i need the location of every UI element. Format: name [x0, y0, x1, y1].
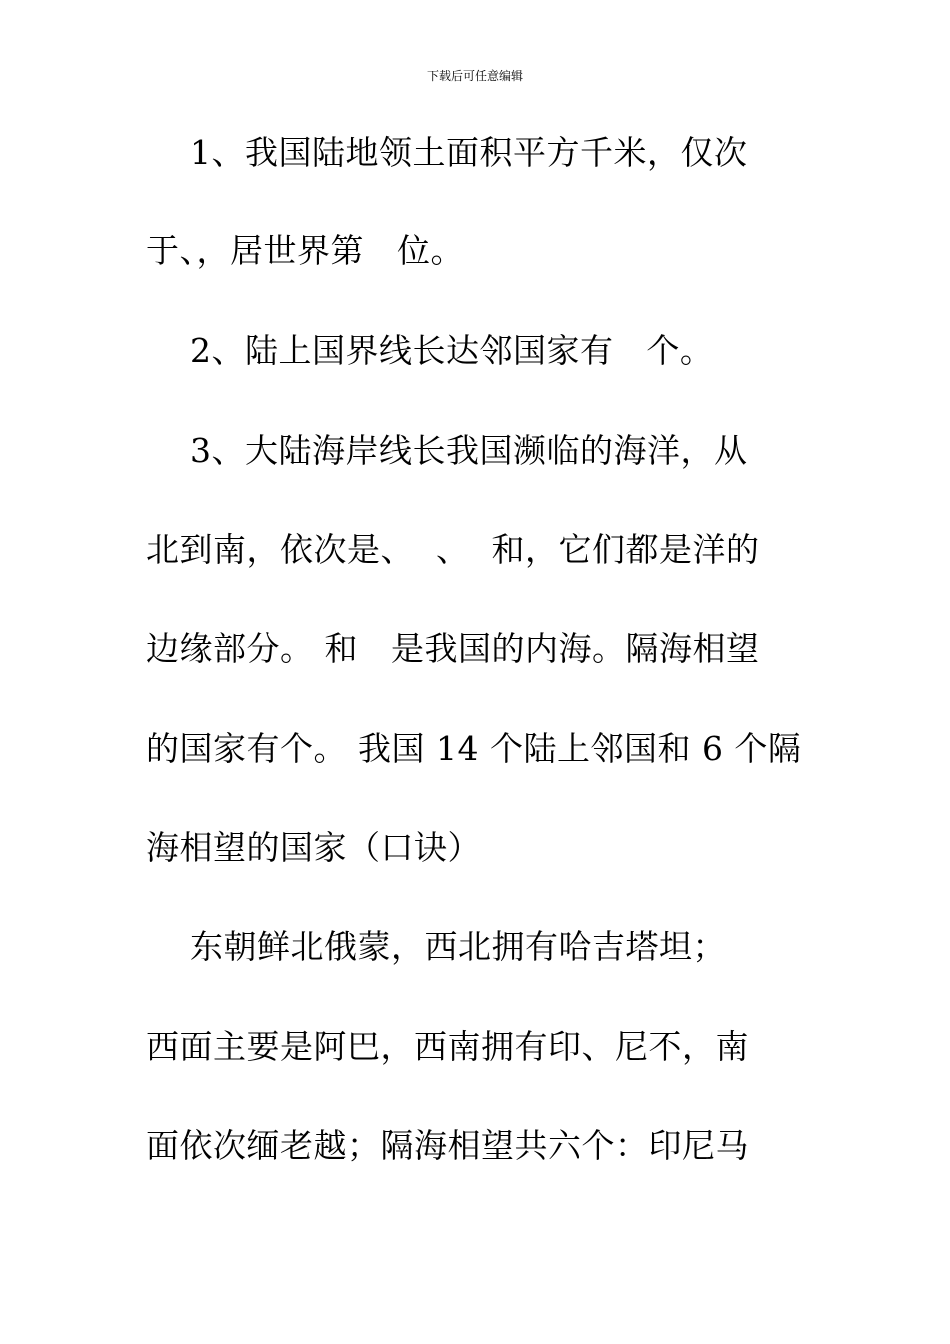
- text-line: 边缘部分。 和 是我国的内海。隔海相望: [146, 629, 760, 668]
- text-line: 东朝鲜北俄蒙，西北拥有哈吉塔坦；: [146, 927, 726, 966]
- text-line: 西面主要是阿巴，西南拥有印、尼不，南: [146, 1027, 749, 1066]
- text-line: 海相望的国家（口诀）: [146, 828, 481, 867]
- page-header: 下载后可任意编辑: [426, 69, 523, 83]
- text-line: 面依次缅老越；隔海相望共六个：印尼马: [146, 1126, 749, 1165]
- text-line: 2、陆上国界线长达邻国家有 个。: [146, 331, 714, 370]
- text-line: 的国家有个。 我国 14 个陆上邻国和 6 个隔: [146, 729, 802, 768]
- text-line: 3、大陆海岸线长我国濒临的海洋，从: [146, 431, 748, 470]
- text-line: 于、，居世界第 位。: [146, 231, 464, 270]
- text-line: 1、我国陆地领土面积平方千米，仅次: [146, 133, 748, 172]
- text-line: 北到南，依次是、 、 和，它们都是洋的: [146, 530, 760, 569]
